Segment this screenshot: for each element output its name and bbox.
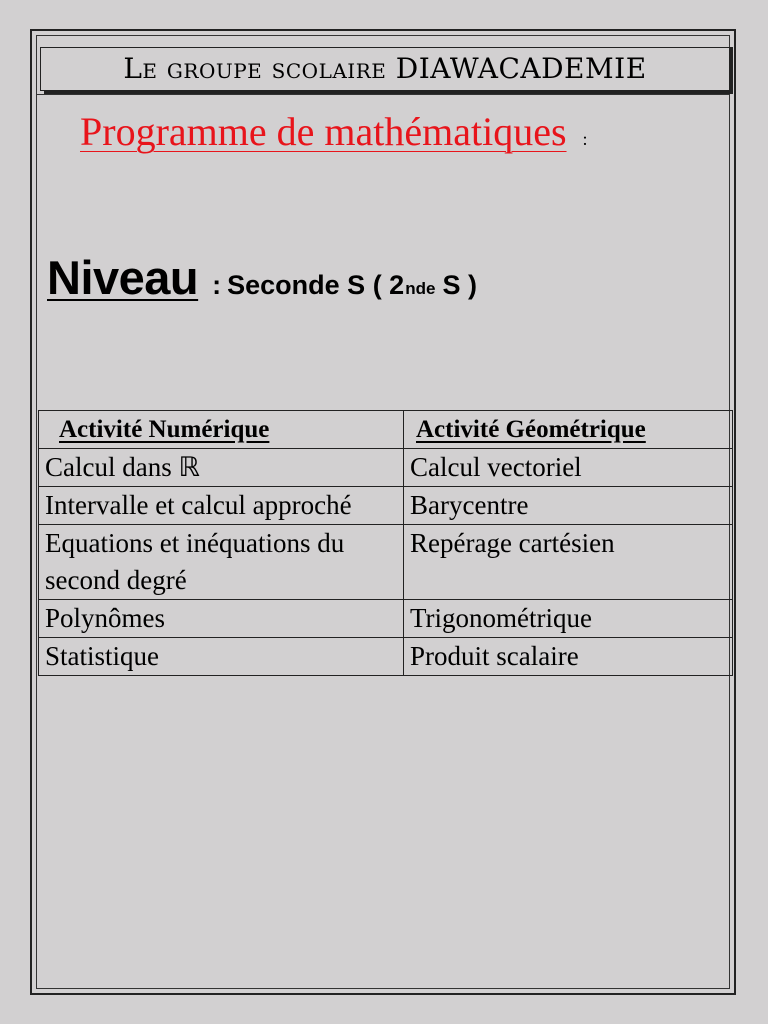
niveau-line [47,250,477,305]
table-cell-numerique: Statistique [39,638,404,676]
table-cell-geometrique: Barycentre [404,487,733,525]
table-cell-geometrique: Trigonométrique [404,600,733,638]
table-header-row [39,411,733,449]
programme-title: Programme de mathématiques [80,109,567,154]
header-numerique: Activité Numérique [39,411,404,449]
header-geometrique: Activité Géométrique [404,411,733,449]
table-cell-numerique: Intervalle et calcul approché [39,487,404,525]
table-cell-geometrique: Repérage cartésien [404,525,733,600]
table-row [39,600,733,638]
table-row [39,449,733,487]
table-row [39,638,733,676]
niveau-separator: : [212,270,222,300]
table-cell-numerique: Calcul dans ℝ [39,449,404,487]
header-divider [36,94,730,95]
table-cell-geometrique: Produit scalaire [404,638,733,676]
niveau-superscript: nde [405,279,436,298]
programme-heading [80,108,588,155]
table-cell-numerique: Equations et inéquations du second degré [39,525,404,600]
table-cell-numerique: Polynômes [39,600,404,638]
school-header-box [40,47,730,91]
niveau-tail: S ) [442,270,477,300]
table-cell-geometrique: Calcul vectoriel [404,449,733,487]
programme-table [38,410,733,676]
niveau-value: Seconde S ( 2 [227,270,405,300]
table-row [39,525,733,600]
niveau-label: Niveau [47,251,199,304]
programme-colon: : [582,129,588,149]
table-row [39,487,733,525]
school-name: Le groupe scolaire DIAWACADEMIE [123,52,647,85]
